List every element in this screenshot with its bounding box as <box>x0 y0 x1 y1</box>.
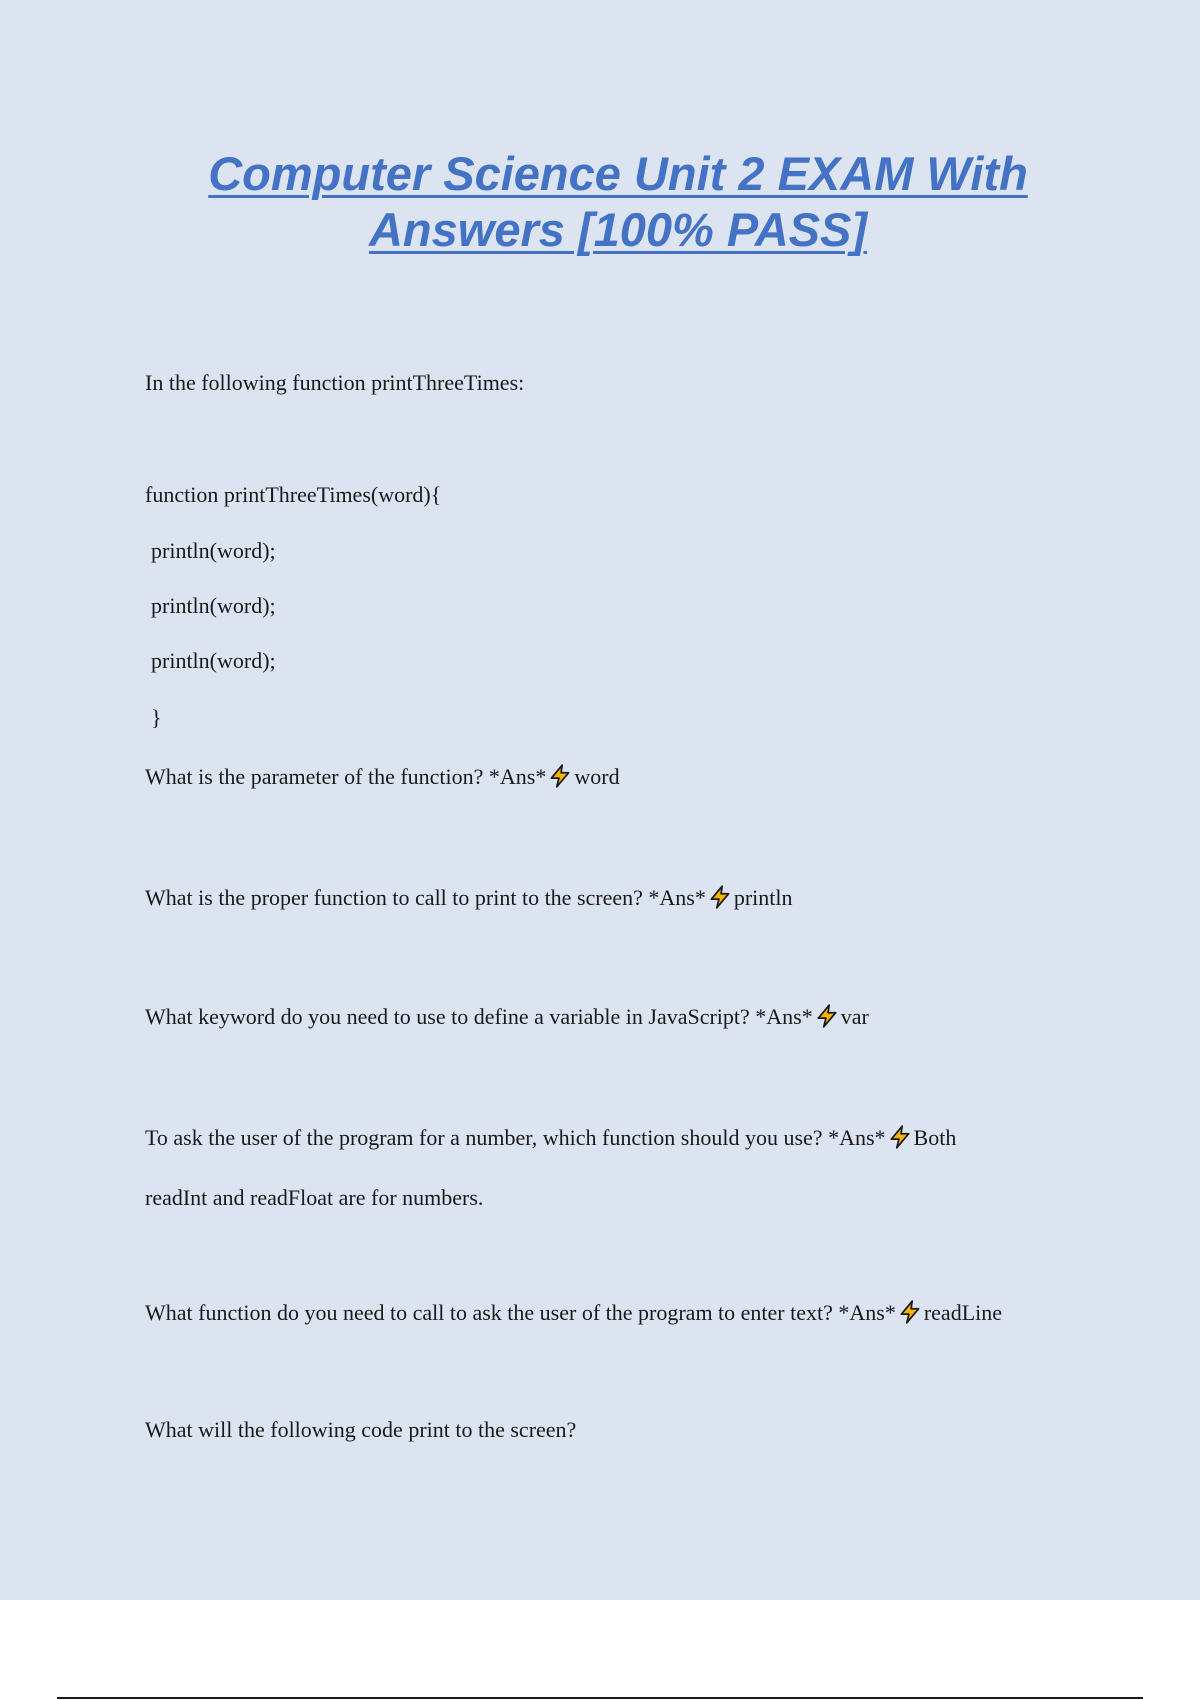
question-text: What keyword do you need to use to define a variable in JavaScript? *Ans* <box>145 1004 813 1029</box>
qa-item <box>145 1124 956 1151</box>
answer-text: readLine <box>923 1300 1003 1325</box>
lightning-bolt-icon <box>887 1124 913 1150</box>
footer-divider <box>57 1697 1143 1699</box>
answer-text: word <box>574 764 620 789</box>
qa-item <box>145 1299 1002 1326</box>
intro-text: In the following function printThreeTimes: <box>145 370 525 395</box>
qa-item <box>145 763 620 790</box>
title-line-2: Answers [100% PASS] <box>368 203 868 256</box>
code-line-1: function printThreeTimes(word){ <box>145 482 442 507</box>
code-line-4: println(word); <box>151 648 276 673</box>
answer-continuation: readInt and readFloat are for numbers. <box>145 1185 484 1210</box>
lightning-bolt-icon <box>707 884 733 910</box>
code-line-2: println(word); <box>151 538 276 563</box>
answer-text: Both <box>913 1125 957 1150</box>
question-text: What is the parameter of the function? *Ans* <box>145 764 547 789</box>
qa-item <box>145 884 793 911</box>
document-title <box>120 146 1116 258</box>
question-text: What is the proper function to call to print to the screen? *Ans* <box>145 885 706 910</box>
answer-text: var <box>840 1004 869 1029</box>
next-question: What will the following code print to the screen? <box>145 1417 577 1442</box>
code-line-3: println(word); <box>151 593 276 618</box>
lightning-bolt-icon <box>814 1003 840 1029</box>
lightning-bolt-icon <box>547 763 573 789</box>
question-text: What function do you need to call to ask the user of the program to enter text? *Ans* <box>145 1300 896 1325</box>
answer-text: println <box>733 885 793 910</box>
code-line-5: } <box>151 705 162 730</box>
question-text: To ask the user of the program for a number, which function should you use? *Ans* <box>145 1125 886 1150</box>
title-line-1: Computer Science Unit 2 EXAM With <box>208 147 1028 200</box>
qa-item <box>145 1003 869 1030</box>
lightning-bolt-icon <box>897 1299 923 1325</box>
